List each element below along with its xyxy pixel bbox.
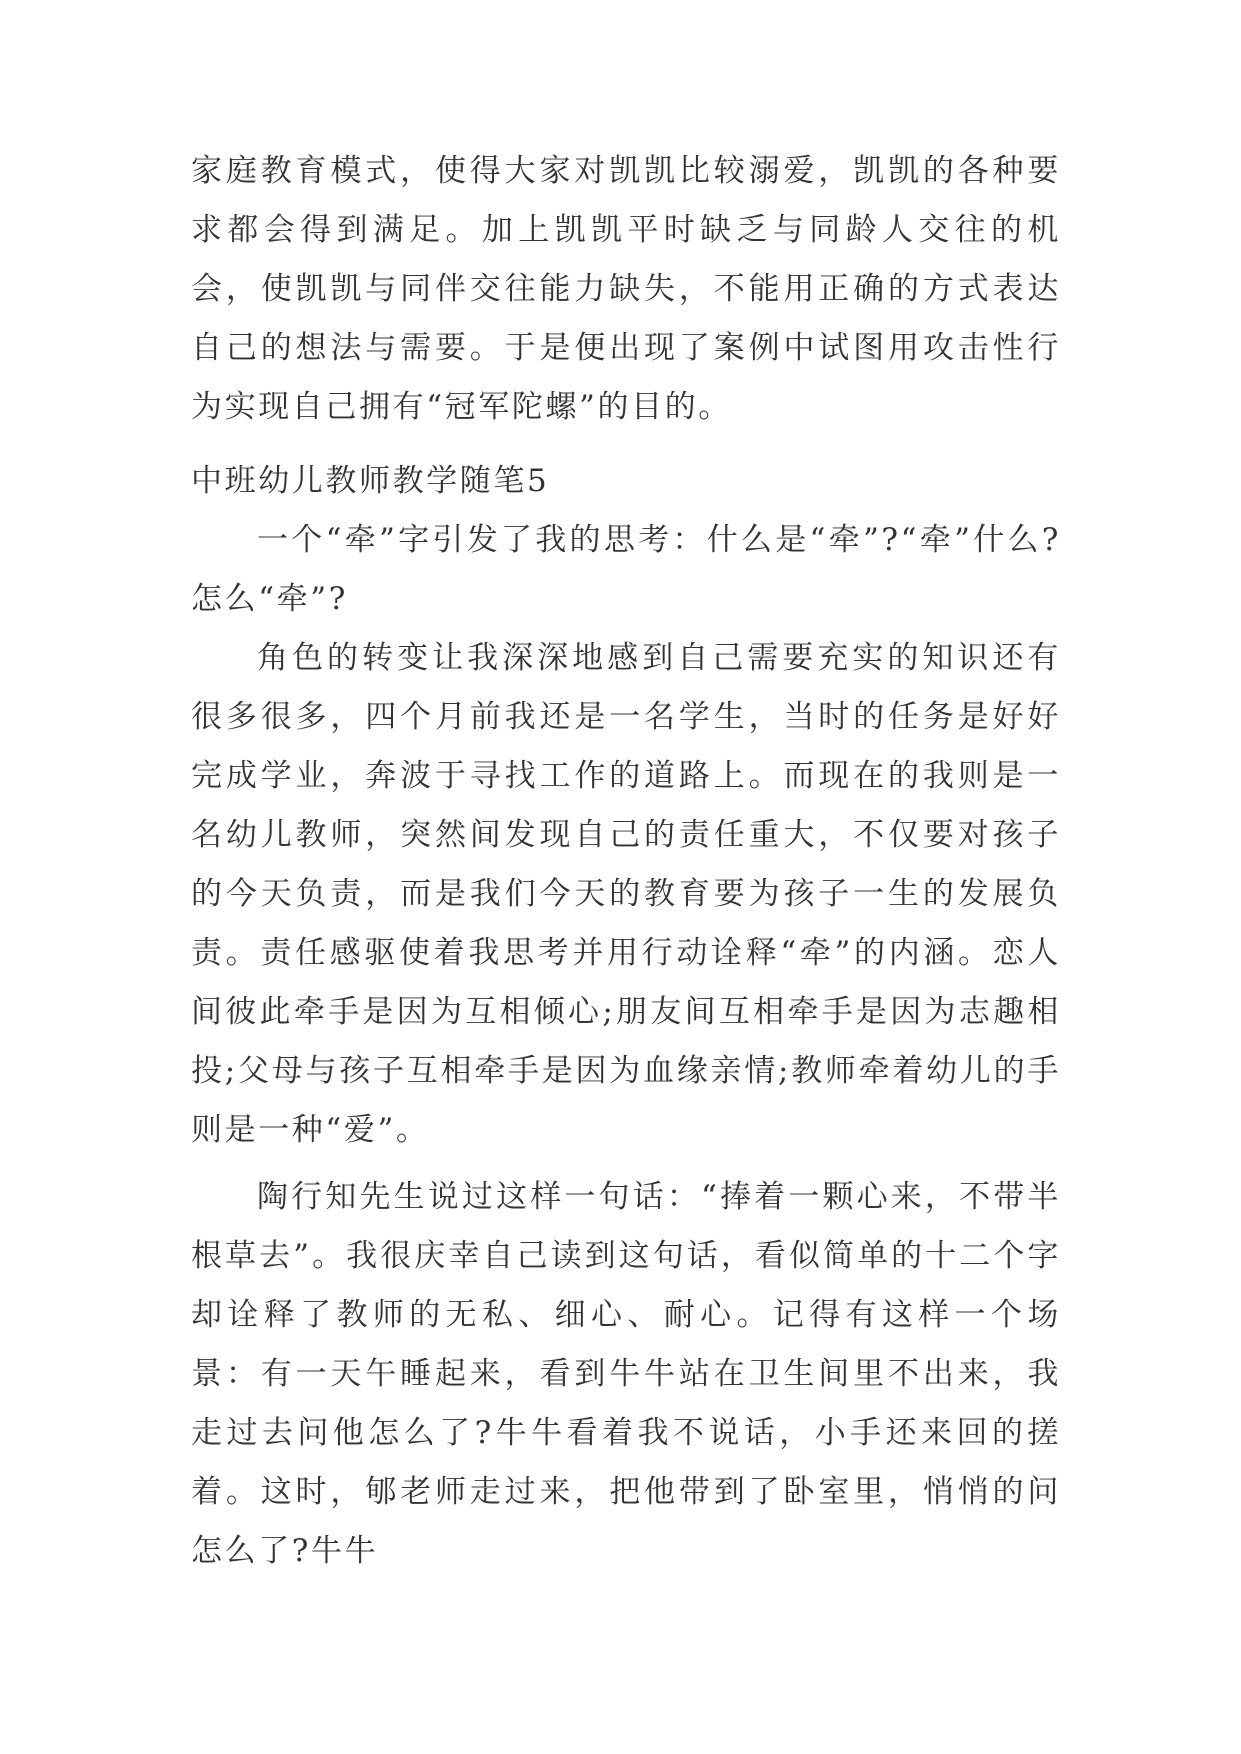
continuation-block — [191, 142, 1061, 437]
section-title: 中班幼儿教师教学随笔5 — [191, 463, 550, 499]
paragraph-2: 角色的转变让我深深地感到自己需要充实的知识还有很多很多，四个月前我还是一名学生，当时的任务是好好完成学业，奔波于寻找工作的道路上。而现在的我则是一名幼儿教师，突然间发现自己的责任重大，不仅要对孩子的今天负责，而是我们今天的教育要为孩子一生的发展负责。责任感驱使着我思考并用行动诠释“牵”的内涵。恋人间彼此牵手是因为互相倾心;朋友间互相牵手是因为志趣相投;父母与孩子互相牵手是因为血缘亲情;教师牵着幼儿的手则是一种“爱”。 — [191, 640, 1061, 1148]
paragraph-1: 一个“牵”字引发了我的思考：什么是“牵”?“牵”什么?怎么“牵”? — [191, 522, 1061, 617]
continuation-paragraph: 家庭教育模式，使得大家对凯凯比较溺爱，凯凯的各种要求都会得到满足。加上凯凯平时缺乏与同龄人交往的机会，使凯凯与同伴交往能力缺失，不能用正确的方式表达自己的想法与需要。于是便出现了案例中试图用攻击性行为实现自己拥有“冠军陀螺”的目的。 — [191, 153, 1061, 425]
paragraph-3: 陶行知先生说过这样一句话：“捧着一颗心来，不带半根草去”。我很庆幸自己读到这句话，看似简单的十二个字却诠释了教师的无私、细心、耐心。记得有这样一个场景：有一天午睡起来，看到牛牛站在卫生间里不出来，我走过去问他怎么了?牛牛看着我不说话，小手还来回的搓着。这时，郇老师走过来，把他带到了卧室里，悄悄的问怎么了?牛牛 — [191, 1179, 1061, 1569]
section-block — [191, 452, 1061, 1581]
